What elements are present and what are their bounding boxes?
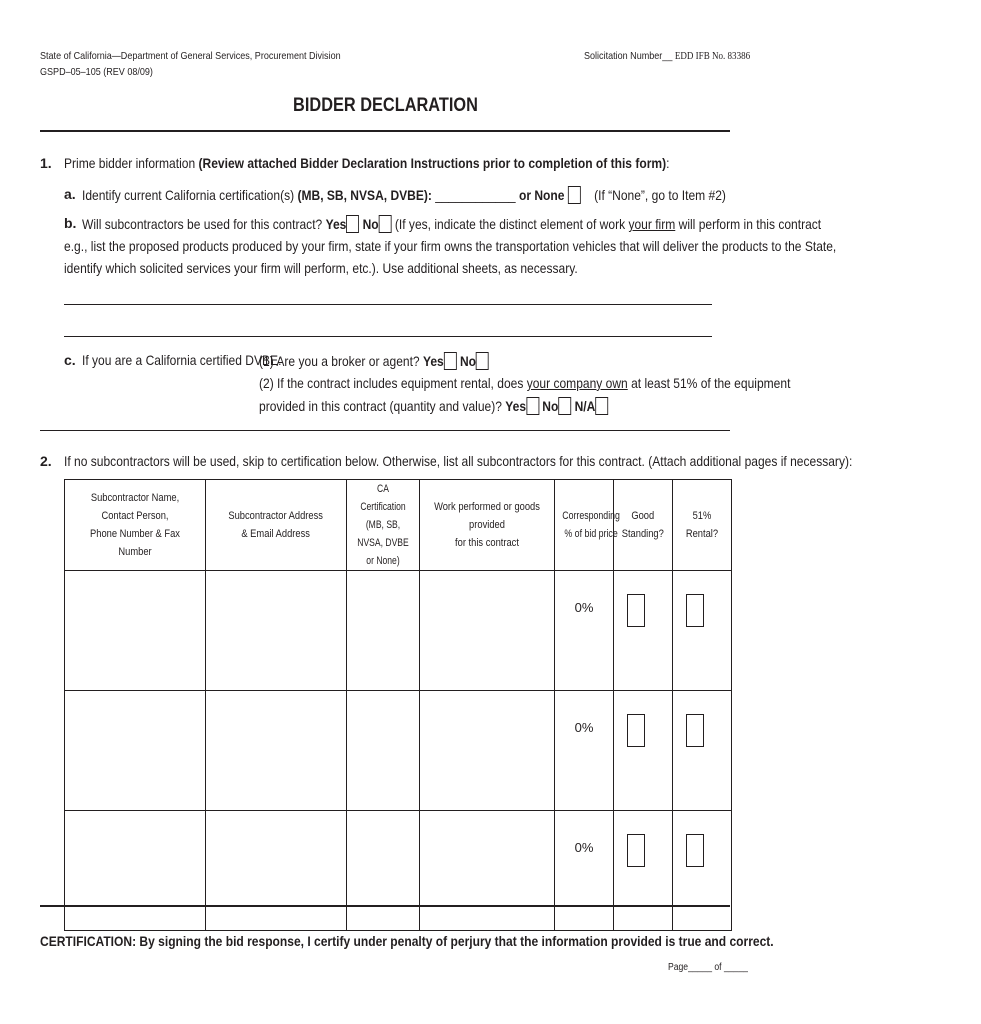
subcontractor-address-cell[interactable] (206, 811, 347, 931)
item1b-label: b. (64, 215, 77, 231)
certification-cell[interactable] (347, 811, 420, 931)
solicitation-value: EDD IFB No. 83386 (674, 51, 751, 62)
rental-cell (673, 811, 732, 931)
subcontractor-table (64, 479, 732, 931)
good-standing-cell (614, 571, 673, 691)
certification-blank[interactable]: ____________ (435, 187, 516, 203)
item1-number: 1. (40, 155, 52, 171)
subcontractors-yes-checkbox[interactable] (346, 215, 359, 233)
form-number: GSPD–05–105 (REV 08/09) (40, 66, 153, 78)
col-header-percent-bid: Corresponding % of bid price (555, 480, 614, 571)
subcontractor-name-cell[interactable] (65, 811, 206, 931)
work-performed-cell[interactable] (420, 571, 555, 691)
col-header-rental: 51% Rental? (673, 480, 732, 571)
good-standing-cell (614, 811, 673, 931)
item1a-line: Identify current California certification(s) (MB, SB, NVSA, DVBE): ____________ or None (If “None”, go to Item #2) (82, 187, 726, 203)
certification-cell[interactable] (347, 691, 420, 811)
rental-no-checkbox[interactable] (558, 397, 571, 415)
table-header-row (65, 480, 732, 571)
percent-value: 0% (574, 840, 594, 855)
rental-checkbox[interactable] (686, 834, 704, 867)
certification-statement: CERTIFICATION: By signing the bid response, I certify under penalty of perjury that the information provided is true and correct. (40, 933, 774, 949)
certification-divider (40, 905, 730, 907)
col-header-ca-certification: CA Certification (MB, SB, NVSA, DVBE or None) (347, 480, 420, 571)
solicitation-label: Solicitation Number (584, 50, 663, 62)
page-title: BIDDER DECLARATION (292, 95, 478, 116)
col-header-work-performed: Work performed or goods provided for this contract (420, 480, 555, 571)
item1c-q1: (1) Are you a broker or agent? Yes No (259, 352, 526, 370)
item1c-text: If you are a California certified DVBE: (82, 352, 282, 368)
percent-cell[interactable] (555, 571, 614, 691)
subcontractor-address-cell[interactable] (206, 571, 347, 691)
none-checkbox[interactable] (568, 186, 581, 204)
answer-line-1[interactable] (64, 304, 712, 305)
table-row (65, 811, 732, 931)
good-standing-checkbox[interactable] (627, 714, 645, 747)
table-row (65, 571, 732, 691)
rental-cell (673, 571, 732, 691)
item1a-label: a. (64, 186, 76, 202)
col-header-subcontractor-name: Subcontractor Name, Contact Person, Phone Number & Fax Number (65, 480, 206, 571)
item2-text: If no subcontractors will be used, skip to certification below. Otherwise, list all subcontractors for this contract. (Attach additional pages if necessary): (64, 453, 853, 469)
table-row (65, 691, 732, 811)
rental-cell (673, 691, 732, 811)
item1b-line2: e.g., list the proposed products produced by your firm, state if your firm owns the transportation vehicles that will deliver the products to the State, (64, 238, 837, 254)
rental-yes-checkbox[interactable] (526, 397, 539, 415)
good-standing-cell (614, 691, 673, 811)
subcontractor-address-cell[interactable] (206, 691, 347, 811)
subcontractors-no-checkbox[interactable] (379, 215, 392, 233)
rental-checkbox[interactable] (686, 714, 704, 747)
percent-value: 0% (574, 600, 594, 615)
item1c-label: c. (64, 352, 76, 368)
section-divider (40, 430, 730, 431)
good-standing-checkbox[interactable] (627, 594, 645, 627)
col-header-subcontractor-address: Subcontractor Address & Email Address (206, 480, 347, 571)
certification-cell[interactable] (347, 571, 420, 691)
col-header-good-standing: Good Standing? (614, 480, 673, 571)
page-counter: Page_____ of _____ (668, 962, 748, 973)
item1b-line3: identify which solicited services your firm will perform, etc.). Use additional sheets, as necessary. (64, 260, 578, 276)
percent-value: 0% (574, 720, 594, 735)
rental-checkbox[interactable] (686, 594, 704, 627)
solicitation-number: Solicitation Number__ EDD IFB No. 83386 (584, 50, 751, 62)
agency-name: State of California—Department of General Services, Procurement Division (40, 50, 341, 62)
work-performed-cell[interactable] (420, 691, 555, 811)
title-divider (40, 130, 730, 132)
item2-number: 2. (40, 453, 52, 469)
broker-yes-checkbox[interactable] (444, 352, 457, 370)
answer-line-2[interactable] (64, 336, 712, 337)
percent-cell[interactable] (555, 691, 614, 811)
item1b-line1: Will subcontractors be used for this contract? Yes No (If yes, indicate the distinct element of work your firm will perform in this contract (82, 216, 822, 232)
item1c-q2-line1: (2) If the contract includes equipment rental, does your company own at least 51% of the equipment (259, 375, 791, 391)
subcontractor-name-cell[interactable] (65, 571, 206, 691)
item1-heading: Prime bidder information (Review attached Bidder Declaration Instructions prior to completion of this form): (64, 155, 670, 171)
percent-cell[interactable] (555, 811, 614, 931)
rental-na-checkbox[interactable] (595, 397, 608, 415)
good-standing-checkbox[interactable] (627, 834, 645, 867)
work-performed-cell[interactable] (420, 811, 555, 931)
subcontractor-name-cell[interactable] (65, 691, 206, 811)
broker-no-checkbox[interactable] (476, 352, 489, 370)
item1c-q2-line2: provided in this contract (quantity and value)? Yes No N/A (259, 397, 665, 415)
